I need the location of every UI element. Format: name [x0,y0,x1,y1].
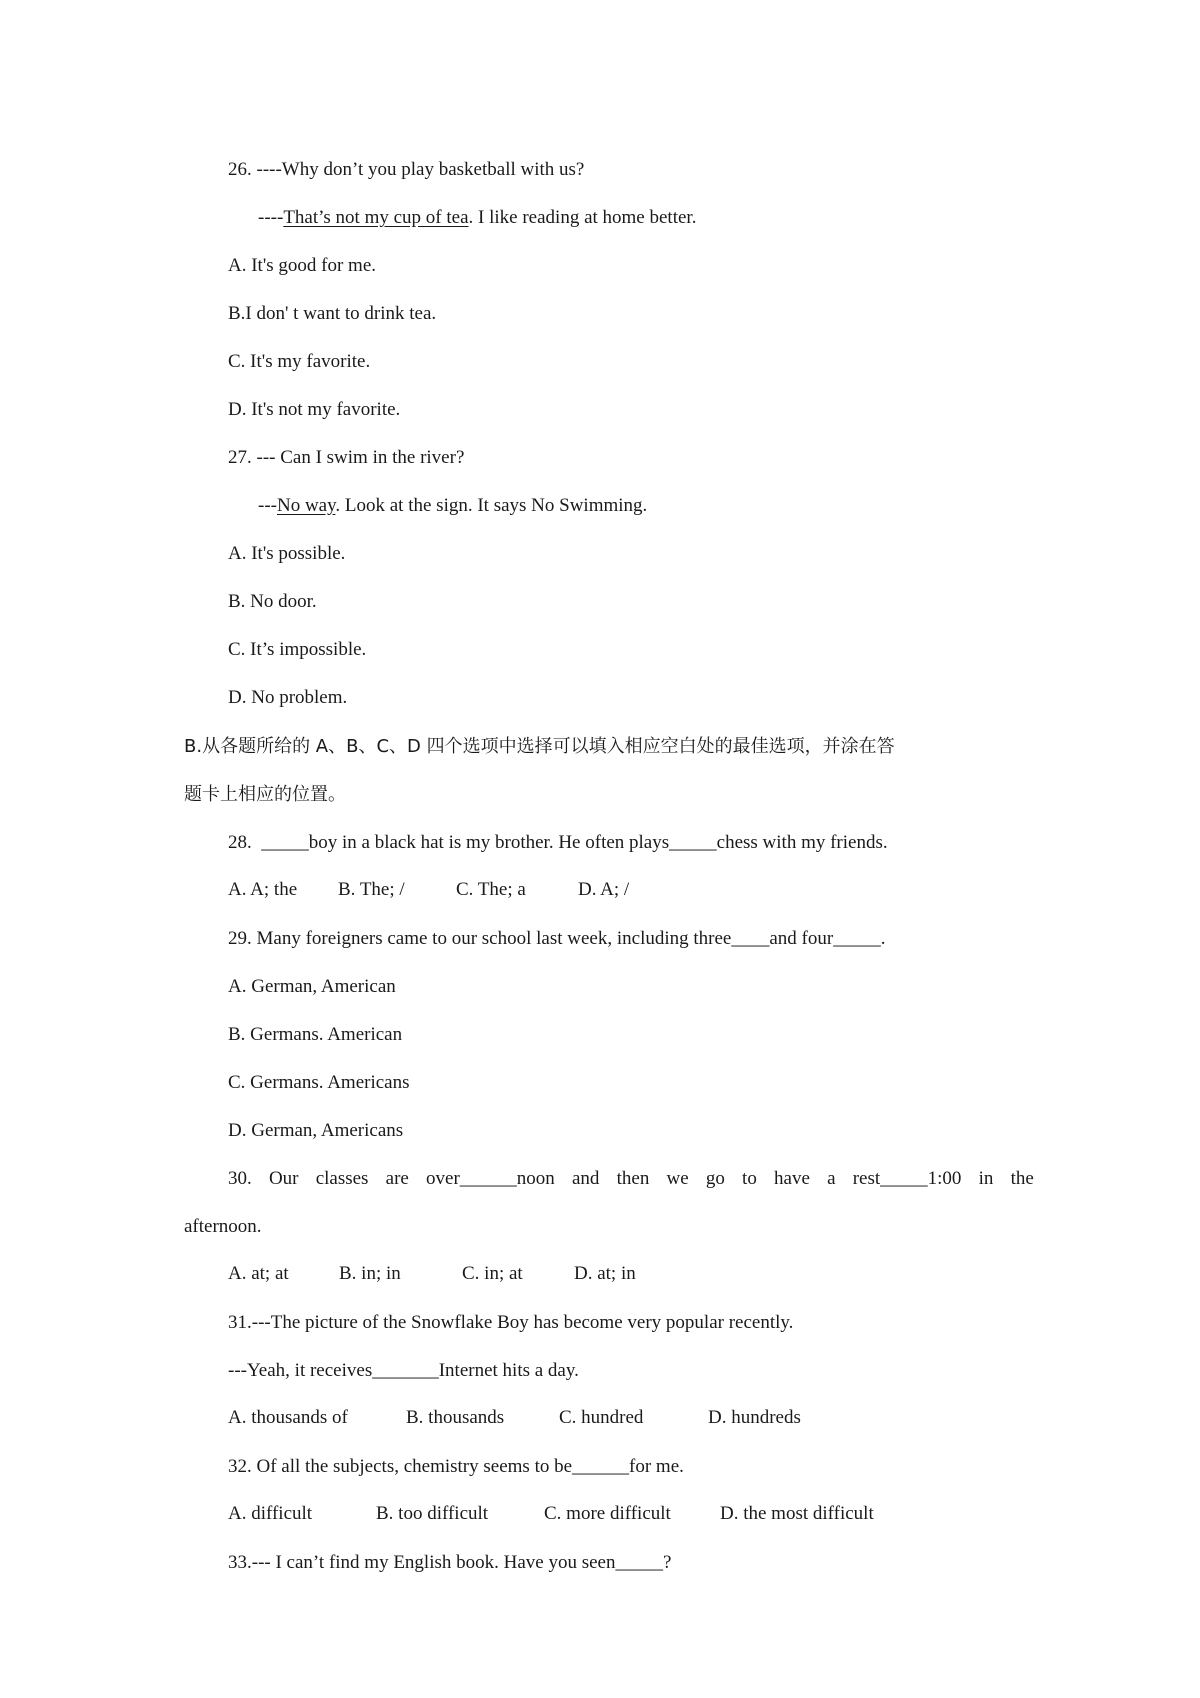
reply-suffix: . Look at the sign. It says No Swimming. [335,495,648,516]
question-30-stem [228,1167,1034,1191]
word: we [666,1168,689,1189]
option-c: C. more difficult [544,1503,671,1524]
option-a: A. at; at [228,1263,289,1284]
option-b: B. The; / [338,879,405,900]
option-a: A. difficult [228,1503,313,1524]
option-b: B. too difficult [376,1503,489,1524]
reply-suffix: . I like reading at home better. [468,207,697,228]
question-29-stem: 29. Many foreigners came to our school last week, including three____and four_____. [228,928,886,949]
option-b: B. Germans. American [228,1024,403,1045]
option-c: C. It's my favorite. [228,351,371,372]
word: rest_____1:00 [852,1168,962,1189]
option-d: D. German, Americans [228,1120,404,1141]
option-d: D. No problem. [228,687,348,708]
option-c: C. hundred [559,1407,644,1428]
section-b-instruction-line2: 题卡上相应的位置。 [184,784,346,805]
word: have [774,1168,810,1189]
section-b-instruction-line1: B.从各题所给的 A、B、C、D 四个选项中选择可以填入相应空白处的最佳选项，并涂在答 [184,736,895,757]
option-b: B. thousands [406,1407,505,1428]
word: then [616,1168,650,1189]
word: the [1010,1168,1034,1189]
option-c: C. It’s impossible. [228,639,367,660]
option-c: C. The; a [456,879,526,900]
option-c: C. Germans. Americans [228,1072,410,1093]
option-a: A. It's good for me. [228,255,377,276]
option-a: A. It's possible. [228,543,346,564]
option-a: A. German, American [228,976,396,997]
reply-prefix: --- [258,495,277,516]
option-d: D. hundreds [708,1407,801,1428]
question-31-stem: 31.---The picture of the Snowflake Boy has become very popular recently. [228,1312,794,1333]
question-31-reply: ---Yeah, it receives_______Internet hits a day. [228,1360,579,1381]
question-27-reply [258,494,647,518]
word: and [571,1168,600,1189]
option-a: A. thousands of [228,1407,348,1428]
question-27-stem: 27. --- Can I swim in the river? [228,447,465,468]
option-d: D. at; in [574,1263,636,1284]
option-b: B. No door. [228,591,317,612]
word: a [827,1168,836,1189]
option-d: D. A; / [578,879,630,900]
word: are [385,1168,409,1189]
word: go [705,1168,725,1189]
question-32-stem: 32. Of all the subjects, chemistry seems to be______for me. [228,1456,684,1477]
word: to [742,1168,757,1189]
word: over______noon [426,1168,555,1189]
question-30-stem-continued: afternoon. [184,1216,262,1237]
word: in [978,1168,994,1189]
word: 30. [228,1168,252,1189]
question-33-stem: 33.--- I can’t find my English book. Have you seen_____? [228,1552,672,1573]
word: Our [268,1168,299,1189]
underlined-phrase: No way [276,495,336,516]
option-d: D. the most difficult [720,1503,874,1524]
underlined-phrase: That’s not my cup of tea [283,207,469,228]
option-a: A. A; the [228,879,298,900]
question-26-reply [258,206,696,230]
reply-prefix: ---- [258,207,284,228]
option-b: B.I don' t want to drink tea. [228,303,437,324]
question-26-stem: 26. ----Why don’t you play basketball with us? [228,159,585,180]
option-b: B. in; in [339,1263,401,1284]
question-28-stem: 28. _____boy in a black hat is my brother. He often plays_____chess with my friends. [228,832,888,853]
word: classes [315,1168,369,1189]
option-d: D. It's not my favorite. [228,399,401,420]
option-c: C. in; at [462,1263,523,1284]
